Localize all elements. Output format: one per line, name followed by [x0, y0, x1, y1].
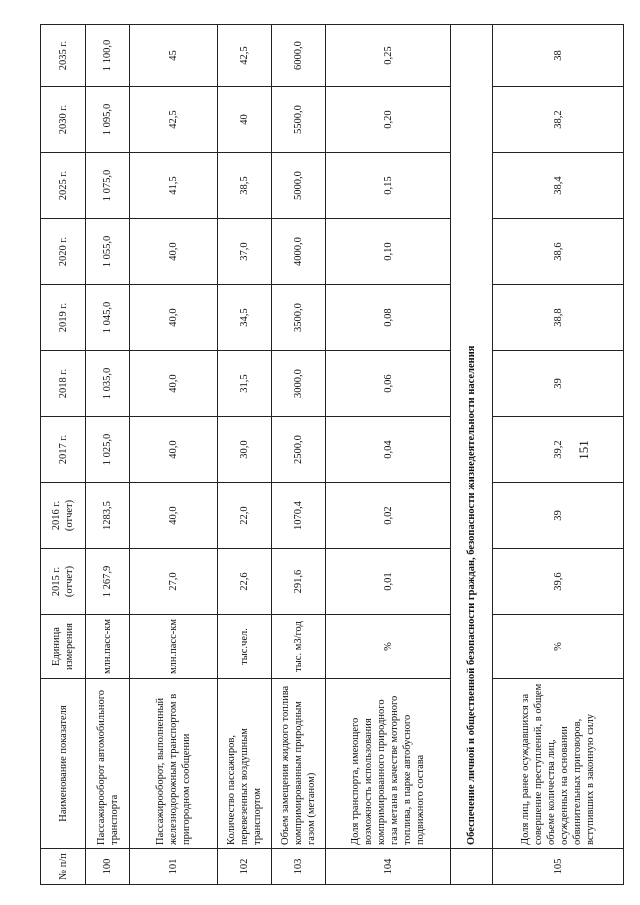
value-cell: 0,25: [326, 25, 451, 87]
value-cell: 1 025,0: [86, 417, 130, 483]
value-cell: 38,5: [218, 153, 272, 219]
header-num: № п/п: [41, 849, 86, 885]
value-cell: 0,06: [326, 351, 451, 417]
rotated-table-container: [40, 25, 620, 885]
header-year: 2030 г.: [41, 87, 86, 153]
value-cell: 40,0: [130, 417, 218, 483]
value-cell: 1 055,0: [86, 219, 130, 285]
table-row: [218, 25, 272, 885]
value-cell: 22,6: [218, 549, 272, 615]
value-cell: 5500,0: [272, 87, 326, 153]
header-name: Наименование показателя: [41, 679, 86, 849]
section-title: Обеспечение личной и общественной безопасности граждан, безопасности жизнедеятельности населения: [451, 25, 493, 849]
value-cell: 42,5: [218, 25, 272, 87]
value-cell: 3500,0: [272, 285, 326, 351]
value-cell: 39: [493, 483, 624, 549]
indicator-name: Доля транспорта, имеющего возможность использования компримированного природного газа метана в качестве моторного топлива, в парке автобусного подвижного состава: [326, 679, 451, 849]
value-cell: 0,08: [326, 285, 451, 351]
value-cell: 1 075,0: [86, 153, 130, 219]
value-cell: 37,0: [218, 219, 272, 285]
table-row: [272, 25, 326, 885]
table-row: [86, 25, 130, 885]
header-year: 2020 г.: [41, 219, 86, 285]
value-cell: 0,20: [326, 87, 451, 153]
row-number: 100: [86, 849, 130, 885]
value-cell: 40,0: [130, 219, 218, 285]
value-cell: 38,6: [493, 219, 624, 285]
value-cell: 5000,0: [272, 153, 326, 219]
value-cell: 38,8: [493, 285, 624, 351]
header-row: [41, 25, 86, 885]
row-number: 101: [130, 849, 218, 885]
indicator-name: Доля лиц, ранее осуждавшихся за совершение преступлений, в общем объеме количества лиц, осужденных на основании обвинительных приговоров, вступивших в законную силу: [493, 679, 624, 849]
header-year: 2017 г.: [41, 417, 86, 483]
value-cell: 38,2: [493, 87, 624, 153]
value-cell: 1 267,9: [86, 549, 130, 615]
value-cell: 39: [493, 351, 624, 417]
value-cell: 34,5: [218, 285, 272, 351]
value-cell: 1 045,0: [86, 285, 130, 351]
value-cell: 2500,0: [272, 417, 326, 483]
value-cell: 291,6: [272, 549, 326, 615]
value-cell: 0,10: [326, 219, 451, 285]
value-cell: 38: [493, 25, 624, 87]
value-cell: 1283,5: [86, 483, 130, 549]
value-cell: 40: [218, 87, 272, 153]
header-year: 2016 г. (отчет): [41, 483, 86, 549]
value-cell: 45: [130, 25, 218, 87]
value-cell: 3000,0: [272, 351, 326, 417]
value-cell: 0,15: [326, 153, 451, 219]
indicator-name: Пассажирооборот, выполненный железнодорожным транспортом в пригородном сообщении: [130, 679, 218, 849]
header-year: 2015 г. (отчет): [41, 549, 86, 615]
value-cell: 39,2: [493, 417, 624, 483]
value-cell: 0,04: [326, 417, 451, 483]
value-cell: 0,02: [326, 483, 451, 549]
section-row: [451, 25, 493, 885]
row-number: 103: [272, 849, 326, 885]
indicator-unit: %: [493, 615, 624, 679]
value-cell: 41,5: [130, 153, 218, 219]
row-number: 104: [326, 849, 451, 885]
indicator-name: Пассажирооборот автомобильного транспорта: [86, 679, 130, 849]
indicator-unit: тыс. м3/год: [272, 615, 326, 679]
header-year: 2025 г.: [41, 153, 86, 219]
indicator-unit: тыс.чел.: [218, 615, 272, 679]
value-cell: 0,01: [326, 549, 451, 615]
indicator-unit: млн.пасс-км: [130, 615, 218, 679]
value-cell: 40,0: [130, 483, 218, 549]
value-cell: 1 100,0: [86, 25, 130, 87]
header-unit: Единица измерения: [41, 615, 86, 679]
table-row: [326, 25, 451, 885]
value-cell: 40,0: [130, 285, 218, 351]
value-cell: 1070,4: [272, 483, 326, 549]
value-cell: 42,5: [130, 87, 218, 153]
table-row: [130, 25, 218, 885]
indicators-table: [40, 24, 624, 885]
header-year: 2035 г.: [41, 25, 86, 87]
row-number: 102: [218, 849, 272, 885]
indicator-unit: %: [326, 615, 451, 679]
value-cell: 1 035,0: [86, 351, 130, 417]
value-cell: 22,0: [218, 483, 272, 549]
indicator-name: Количество пассажиров, перевезенных воздушным транспортом: [218, 679, 272, 849]
row-number: 105: [493, 849, 624, 885]
indicator-name: Объем замещения жидкого топлива компримированным природным газом (метаном): [272, 679, 326, 849]
value-cell: 27,0: [130, 549, 218, 615]
table-row: [493, 25, 624, 885]
value-cell: 40,0: [130, 351, 218, 417]
header-year: 2018 г.: [41, 351, 86, 417]
indicator-unit: млн.пасс-км: [86, 615, 130, 679]
value-cell: 1 095,0: [86, 87, 130, 153]
page-number: 151: [576, 440, 591, 460]
value-cell: 31,5: [218, 351, 272, 417]
value-cell: 38,4: [493, 153, 624, 219]
value-cell: 4000,0: [272, 219, 326, 285]
value-cell: 6000,0: [272, 25, 326, 87]
header-year: 2019 г.: [41, 285, 86, 351]
section-spacer: [451, 849, 493, 885]
value-cell: 39,6: [493, 549, 624, 615]
value-cell: 30,0: [218, 417, 272, 483]
